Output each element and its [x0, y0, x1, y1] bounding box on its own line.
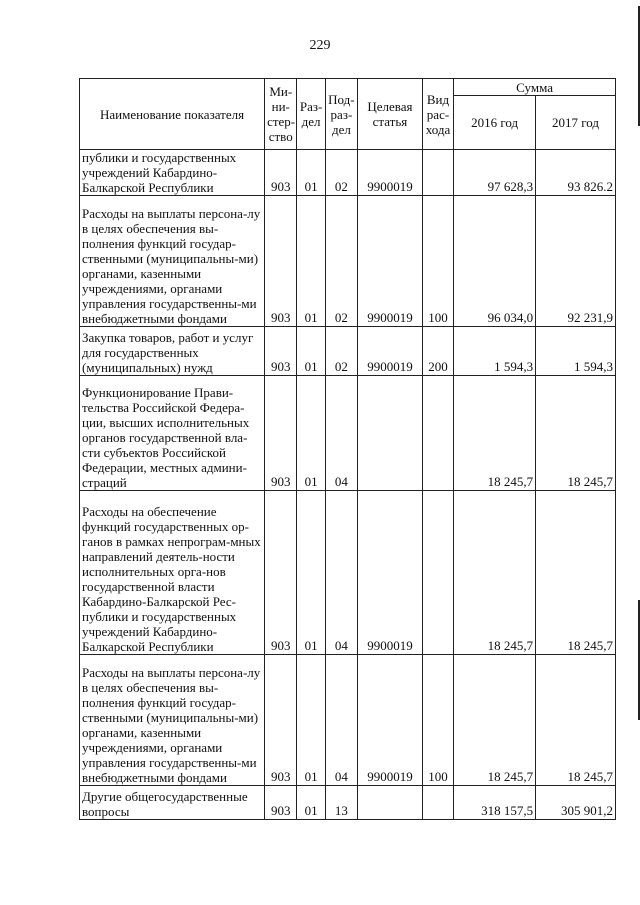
- row-target: 9900019: [358, 327, 423, 376]
- table-row: [80, 655, 616, 786]
- row-sum-2017: 1 594,3: [536, 327, 616, 376]
- table-row: [80, 327, 616, 376]
- table-row: [80, 376, 616, 491]
- row-expense-type: [422, 150, 453, 196]
- row-target: [358, 786, 423, 820]
- page-number: 229: [309, 38, 331, 53]
- row-sum-2016: 1 594,3: [454, 327, 536, 376]
- budget-table: [79, 78, 616, 820]
- header-name: Наименование показателя: [80, 79, 265, 150]
- row-expense-type: 200: [422, 327, 453, 376]
- row-expense-type: [422, 376, 453, 491]
- row-sum-2016: 96 034,0: [454, 196, 536, 327]
- row-section: 01: [297, 376, 325, 491]
- row-sum-2016: 18 245,7: [454, 376, 536, 491]
- row-ministry: 903: [265, 491, 297, 655]
- header-year-2017: 2017 год: [536, 96, 616, 150]
- header-section: Раз-дел: [297, 79, 325, 150]
- row-subsection: 02: [325, 150, 357, 196]
- header-subsection: Под-раз-дел: [325, 79, 357, 150]
- row-expense-type: 100: [422, 196, 453, 327]
- row-name: Расходы на выплаты персона-лу в целях обеспечения вы-полнения функций государ-ственными (муниципальны-ми) органами, казенными учреждениями, органами управления государственны-ми внебюджетными фондами: [80, 655, 265, 786]
- row-name: Закупка товаров, работ и услуг для государственных (муниципальных) нужд: [80, 327, 265, 376]
- row-section: 01: [297, 786, 325, 820]
- row-subsection: 04: [325, 491, 357, 655]
- row-sum-2017: 18 245,7: [536, 491, 616, 655]
- row-name: Функционирование Прави-тельства Российской Федера-ции, высших исполнительных органов государственной вла-сти субъектов Российской Федерации, местных админи-страций: [80, 376, 265, 491]
- row-section: 01: [297, 491, 325, 655]
- table-row: [80, 196, 616, 327]
- header-target: Целевая статья: [358, 79, 423, 150]
- row-name: Другие общегосударственные вопросы: [80, 786, 265, 820]
- row-section: 01: [297, 196, 325, 327]
- row-sum-2017: 18 245,7: [536, 376, 616, 491]
- row-target: [358, 376, 423, 491]
- row-sum-2016: 18 245,7: [454, 491, 536, 655]
- row-sum-2016: 318 157,5: [454, 786, 536, 820]
- row-target: 9900019: [358, 491, 423, 655]
- row-target: 9900019: [358, 196, 423, 327]
- row-sum-2016: 18 245,7: [454, 655, 536, 786]
- header-ministry: [265, 79, 297, 150]
- row-sum-2017: 92 231,9: [536, 196, 616, 327]
- row-expense-type: [422, 786, 453, 820]
- table-row: [80, 150, 616, 196]
- row-sum-2017: 18 245,7: [536, 655, 616, 786]
- header-sum: [454, 79, 616, 96]
- header-row: [80, 79, 616, 96]
- row-section: 01: [297, 327, 325, 376]
- row-ministry: 903: [265, 655, 297, 786]
- row-expense-type: 100: [422, 655, 453, 786]
- row-subsection: 13: [325, 786, 357, 820]
- table-row: [80, 491, 616, 655]
- row-sum-2017: 305 901,2: [536, 786, 616, 820]
- header-expense-type: Вид рас-хода: [422, 79, 453, 150]
- row-ministry: 903: [265, 150, 297, 196]
- row-target: 9900019: [358, 150, 423, 196]
- row-ministry: 903: [265, 327, 297, 376]
- row-name: Расходы на выплаты персона-лу в целях обеспечения вы-полнения функций государ-ственными (муниципальны-ми) органами, казенными учреждениями, органами управления государственны-ми внебюджетными фондами: [80, 196, 265, 327]
- row-subsection: 04: [325, 655, 357, 786]
- row-subsection: 02: [325, 327, 357, 376]
- header-ministry-text: Ми-ни-стер-ство: [267, 84, 296, 144]
- table-row: [80, 786, 616, 820]
- row-section: 01: [297, 150, 325, 196]
- row-name: публики и государственных учреждений Кабардино-Балкарской Республики: [80, 150, 265, 196]
- header-year-2016: 2016 год: [454, 96, 536, 150]
- row-ministry: 903: [265, 196, 297, 327]
- row-expense-type: [422, 491, 453, 655]
- row-name: Расходы на обеспечение функций государственных ор-ганов в рамках непрограм-мных направлений деятель-ности исполнительных орга-нов государственной власти Кабардино-Балкарской Рес-публики и государственных учреждений Кабардино-Балкарской Республики: [80, 491, 265, 655]
- row-target: 9900019: [358, 655, 423, 786]
- header-sum-label: Сумма: [516, 79, 553, 95]
- row-subsection: 02: [325, 196, 357, 327]
- row-sum-2016: 97 628,3: [454, 150, 536, 196]
- row-sum-2017: 93 826.2: [536, 150, 616, 196]
- row-ministry: 903: [265, 376, 297, 491]
- row-subsection: 04: [325, 376, 357, 491]
- row-section: 01: [297, 655, 325, 786]
- row-ministry: 903: [265, 786, 297, 820]
